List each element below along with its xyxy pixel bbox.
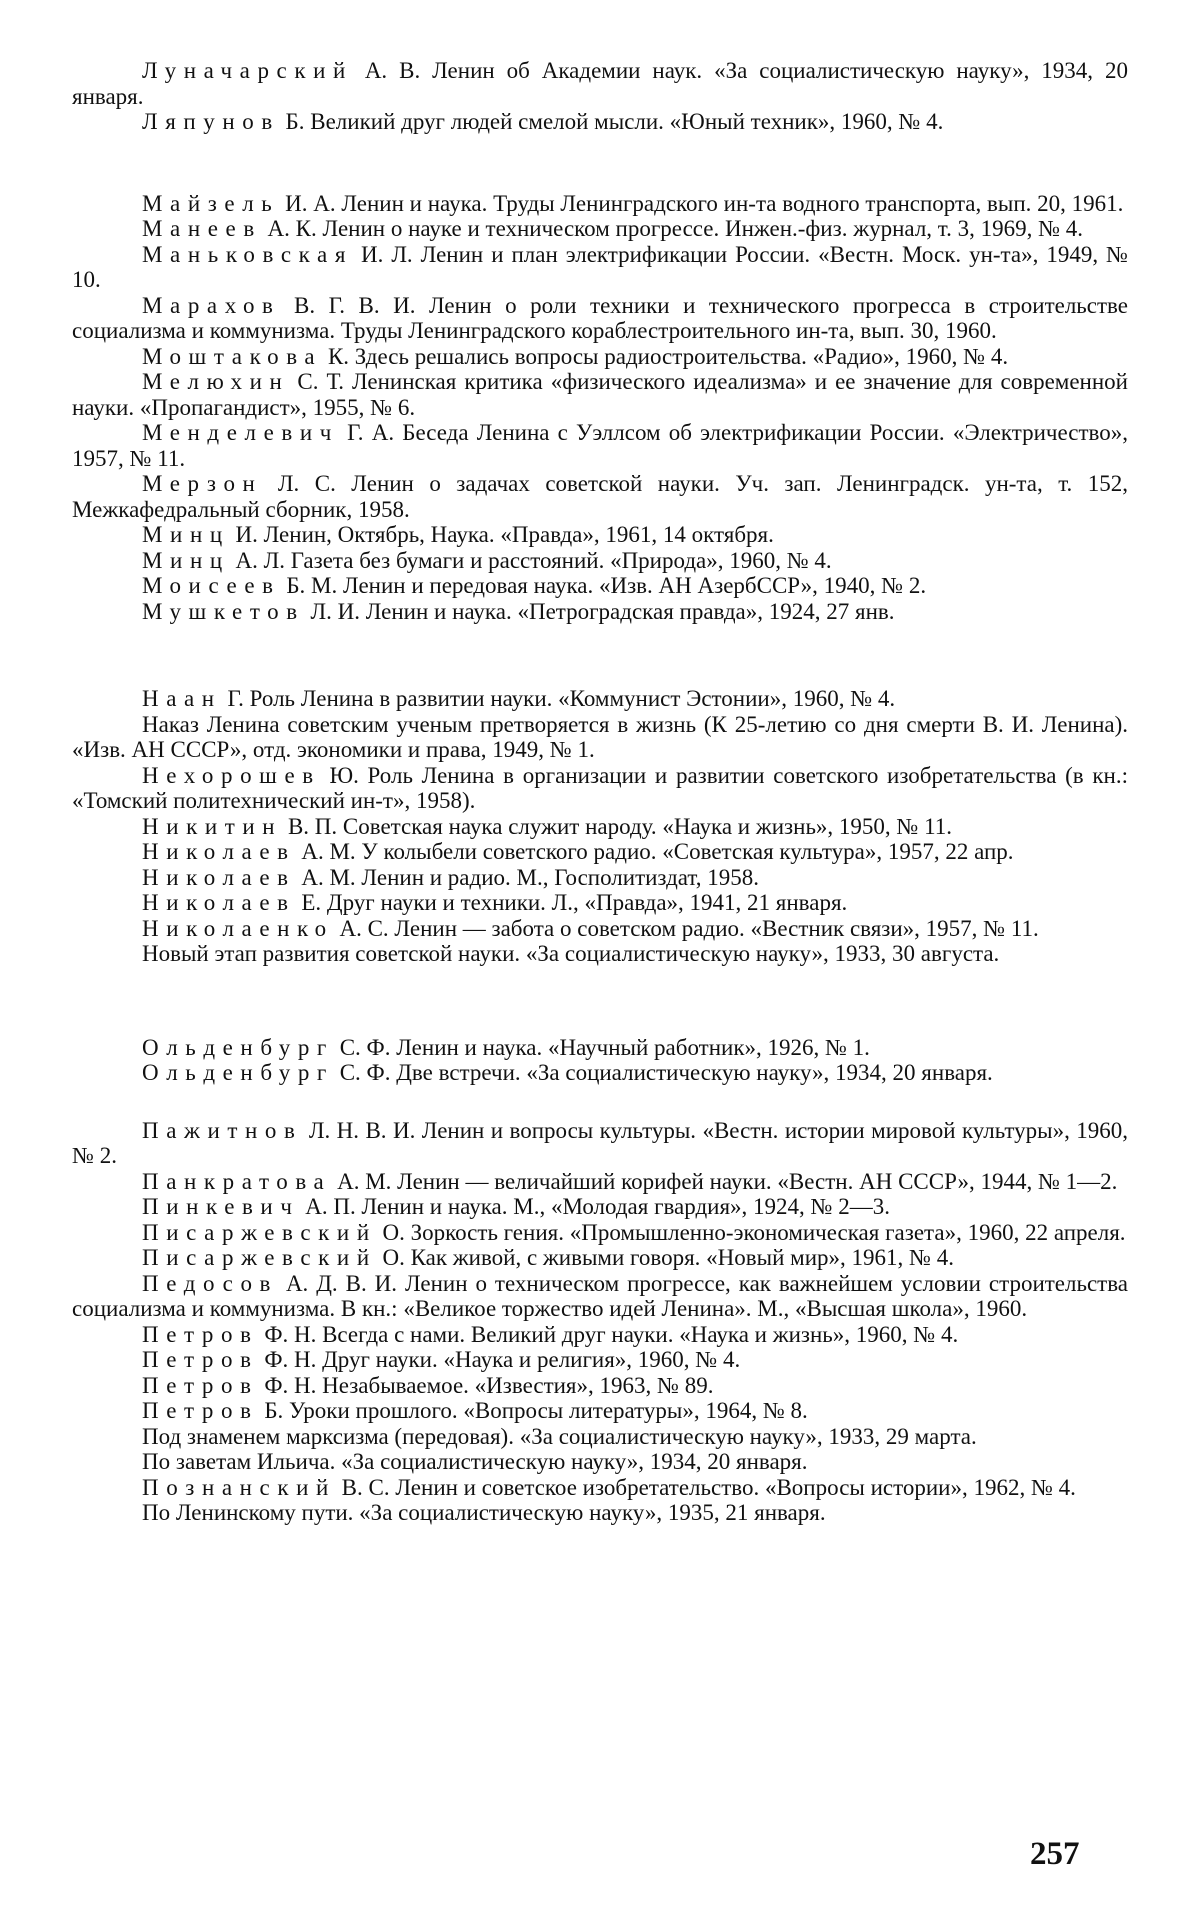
page-number: 257 xyxy=(1030,1836,1080,1873)
letter-group-gap xyxy=(72,624,1128,686)
entry-text: Ф. Н. Друг науки. «Наука и религия», 1960, № 4. xyxy=(259,1347,741,1372)
bibliography-entry xyxy=(72,1347,1128,1373)
entry-author: Пажитнов xyxy=(142,1118,302,1143)
entry-author: Николаенко xyxy=(142,916,334,941)
entry-author: Познанский xyxy=(142,1475,336,1500)
bibliography-entry xyxy=(72,941,1128,967)
entry-author: Манеев xyxy=(142,216,262,241)
letter-group-gap xyxy=(72,135,1128,191)
entry-author: Петров xyxy=(142,1398,259,1423)
entry-text: С. Ф. Ленин и наука. «Научный работник», 1926, № 1. xyxy=(334,1035,870,1060)
bibliography-entry xyxy=(72,1220,1128,1246)
bibliography-entry xyxy=(72,573,1128,599)
entry-text: А. Л. Газета без бумаги и расстояний. «Природа», 1960, № 4. xyxy=(230,548,832,573)
bibliography-entry xyxy=(72,471,1128,522)
entry-text: Ф. Н. Незабываемое. «Известия», 1963, № 89. xyxy=(259,1373,714,1398)
entry-author: Майзель xyxy=(142,191,279,216)
entry-author: Менделевич xyxy=(142,420,339,445)
entry-author: Мушкетов xyxy=(142,599,305,624)
bibliography-entry xyxy=(72,1194,1128,1220)
letter-group xyxy=(72,1118,1128,1526)
bibliography-entry xyxy=(72,1245,1128,1271)
entry-author: Панкратова xyxy=(142,1169,331,1194)
entry-author: Моисеев xyxy=(142,573,281,598)
entry-author: Моштакова xyxy=(142,344,322,369)
entry-text: А. К. Ленин о науке и техническом прогрессе. Инжен.-физ. журнал, т. 3, 1969, № 4. xyxy=(262,216,1083,241)
entry-author: Мелюхин xyxy=(142,369,289,394)
entry-text: А. П. Ленин и наука. М., «Молодая гвардия», 1924, № 2—3. xyxy=(300,1194,891,1219)
entry-text: Новый этап развития советской науки. «За социалистическую науку», 1933, 30 августа. xyxy=(142,941,999,966)
entry-text: Г. Роль Ленина в развитии науки. «Коммунист Эстонии», 1960, № 4. xyxy=(222,686,895,711)
entry-author: Маньковская xyxy=(142,242,353,267)
bibliography-page xyxy=(72,58,1128,1526)
entry-text: Г. А. Беседа Ленина с Уэллсом об электрификации России. «Электричество», 1957, № 11. xyxy=(72,420,1128,471)
letter-group xyxy=(72,58,1128,135)
bibliography-entry xyxy=(72,839,1128,865)
entry-text: Л. С. Ленин о задачах советской науки. Уч. зап. Ленинградск. ун-та, т. 152, Межкафедральный сборник, 1958. xyxy=(72,471,1128,522)
bibliography-entry xyxy=(72,1424,1128,1450)
entry-text: Л. Н. В. И. Ленин и вопросы культуры. «Вестн. истории мировой культуры», 1960, № 2. xyxy=(72,1118,1128,1169)
letter-group xyxy=(72,191,1128,625)
entry-text: Ю. Роль Ленина в организации и развитии советского изобретательства (в кн.: «Томский политехнический ин-т», 1958). xyxy=(72,763,1128,814)
entry-text: А. Д. В. И. Ленин о техническом прогрессе, как важнейшем условии строительства социализма и коммунизма. В кн.: «Великое торжество идей Ленина». М., «Высшая школа», 1960. xyxy=(72,1271,1128,1322)
bibliography-entry xyxy=(72,1035,1128,1061)
bibliography-entry xyxy=(72,1060,1128,1086)
entry-author: Петров xyxy=(142,1373,259,1398)
bibliography-entry xyxy=(72,369,1128,420)
entry-text: По Ленинскому пути. «За социалистическую науку», 1935, 21 января. xyxy=(142,1500,826,1525)
entry-text: И. Л. Ленин и план электрификации России. «Вестн. Моск. ун-та», 1949, № 10. xyxy=(72,242,1128,293)
bibliography-entry xyxy=(72,1373,1128,1399)
entry-text: С. Т. Ленинская критика «физического идеализма» и ее значение для современной науки. «Пропагандист», 1955, № 6. xyxy=(72,369,1128,420)
bibliography-entry xyxy=(72,865,1128,891)
bibliography-entry xyxy=(72,686,1128,712)
entry-text: О. Зоркость гения. «Промышленно-экономическая газета», 1960, 22 апреля. xyxy=(377,1220,1126,1245)
entry-author: Пинкевич xyxy=(142,1194,300,1219)
entry-author: Писаржевский xyxy=(142,1220,377,1245)
entry-author: Мерзон xyxy=(142,471,262,496)
entry-author: Николаев xyxy=(142,839,296,864)
letter-group-gap xyxy=(72,967,1128,1035)
entry-author: Ольденбург xyxy=(142,1060,334,1085)
entry-text: А. М. Ленин и радио. М., Госполитиздат, 1958. xyxy=(296,865,759,890)
entry-author: Марахов xyxy=(142,293,280,318)
bibliography-entry xyxy=(72,420,1128,471)
letter-group xyxy=(72,686,1128,967)
entry-author: Ляпунов xyxy=(142,109,280,134)
entry-text: К. Здесь решались вопросы радиостроительства. «Радио», 1960, № 4. xyxy=(322,344,1008,369)
entry-text: О. Как живой, с живыми говоря. «Новый мир», 1961, № 4. xyxy=(377,1245,954,1270)
entry-author: Минц xyxy=(142,548,230,573)
bibliography-list xyxy=(72,58,1128,1526)
bibliography-entry xyxy=(72,293,1128,344)
bibliography-entry xyxy=(72,1118,1128,1169)
entry-author: Ольденбург xyxy=(142,1035,334,1060)
entry-author: Петров xyxy=(142,1347,259,1372)
bibliography-entry xyxy=(72,712,1128,763)
entry-author: Нехорошев xyxy=(142,763,321,788)
bibliography-entry xyxy=(72,344,1128,370)
entry-author: Минц xyxy=(142,522,230,547)
bibliography-entry xyxy=(72,58,1128,109)
bibliography-entry xyxy=(72,814,1128,840)
entry-author: Луначарский xyxy=(142,58,353,83)
bibliography-entry xyxy=(72,1398,1128,1424)
letter-group xyxy=(72,1035,1128,1086)
entry-text: А. С. Ленин — забота о советском радио. «Вестник связи», 1957, № 11. xyxy=(334,916,1039,941)
bibliography-entry xyxy=(72,522,1128,548)
entry-author: Николаев xyxy=(142,865,296,890)
entry-text: Б. Великий друг людей смелой мысли. «Юный техник», 1960, № 4. xyxy=(280,109,944,134)
entry-text: Б. М. Ленин и передовая наука. «Изв. АН АзербССР», 1940, № 2. xyxy=(281,573,927,598)
entry-text: А. В. Ленин об Академии наук. «За социалистическую науку», 1934, 20 января. xyxy=(72,58,1128,109)
entry-text: Ф. Н. Всегда с нами. Великий друг науки. «Наука и жизнь», 1960, № 4. xyxy=(259,1322,959,1347)
entry-author: Педосов xyxy=(142,1271,278,1296)
bibliography-entry xyxy=(72,599,1128,625)
entry-author: Наан xyxy=(142,686,222,711)
entry-text: По заветам Ильича. «За социалистическую науку», 1934, 20 января. xyxy=(142,1449,808,1474)
bibliography-entry xyxy=(72,1475,1128,1501)
bibliography-entry xyxy=(72,109,1128,135)
entry-text: И. А. Ленин и наука. Труды Ленинградского ин-та водного транспорта, вып. 20, 1961. xyxy=(279,191,1123,216)
bibliography-entry xyxy=(72,916,1128,942)
entry-text: Л. И. Ленин и наука. «Петроградская правда», 1924, 27 янв. xyxy=(305,599,895,624)
bibliography-entry xyxy=(72,242,1128,293)
entry-text: А. М. У колыбели советского радио. «Советская культура», 1957, 22 апр. xyxy=(296,839,1014,864)
bibliography-entry xyxy=(72,763,1128,814)
entry-text: В. Г. В. И. Ленин о роли техники и технического прогресса в строительстве социализма и коммунизма. Труды Ленинградского кораблестроительного ин-та, вып. 30, 1960. xyxy=(72,293,1128,344)
bibliography-entry xyxy=(72,1169,1128,1195)
entry-text: В. С. Ленин и советское изобретательство. «Вопросы истории», 1962, № 4. xyxy=(336,1475,1076,1500)
entry-author: Петров xyxy=(142,1322,259,1347)
bibliography-entry xyxy=(72,1500,1128,1526)
bibliography-entry xyxy=(72,191,1128,217)
bibliography-entry xyxy=(72,1271,1128,1322)
entry-text: С. Ф. Две встречи. «За социалистическую науку», 1934, 20 января. xyxy=(334,1060,993,1085)
entry-text: И. Ленин, Октябрь, Наука. «Правда», 1961, 14 октября. xyxy=(230,522,774,547)
bibliography-entry xyxy=(72,548,1128,574)
entry-text: Б. Уроки прошлого. «Вопросы литературы», 1964, № 8. xyxy=(259,1398,808,1423)
entry-author: Писаржевский xyxy=(142,1245,377,1270)
entry-author: Николаев xyxy=(142,890,296,915)
entry-text: Наказ Ленина советским ученым претворяется в жизнь (К 25-летию со дня смерти В. И. Ленина). «Изв. АН СССР», отд. экономики и права, 1949, № 1. xyxy=(72,712,1128,763)
bibliography-entry xyxy=(72,890,1128,916)
entry-text: Под знаменем марксизма (передовая). «За социалистическую науку», 1933, 29 марта. xyxy=(142,1424,977,1449)
entry-text: А. М. Ленин — величайший корифей науки. «Вестн. АН СССР», 1944, № 1—2. xyxy=(331,1169,1117,1194)
entry-author: Никитин xyxy=(142,814,282,839)
bibliography-entry xyxy=(72,1322,1128,1348)
bibliography-entry xyxy=(72,216,1128,242)
entry-text: В. П. Советская наука служит народу. «Наука и жизнь», 1950, № 11. xyxy=(282,814,952,839)
letter-group-gap xyxy=(72,1086,1128,1118)
bibliography-entry xyxy=(72,1449,1128,1475)
entry-text: Е. Друг науки и техники. Л., «Правда», 1941, 21 января. xyxy=(296,890,848,915)
